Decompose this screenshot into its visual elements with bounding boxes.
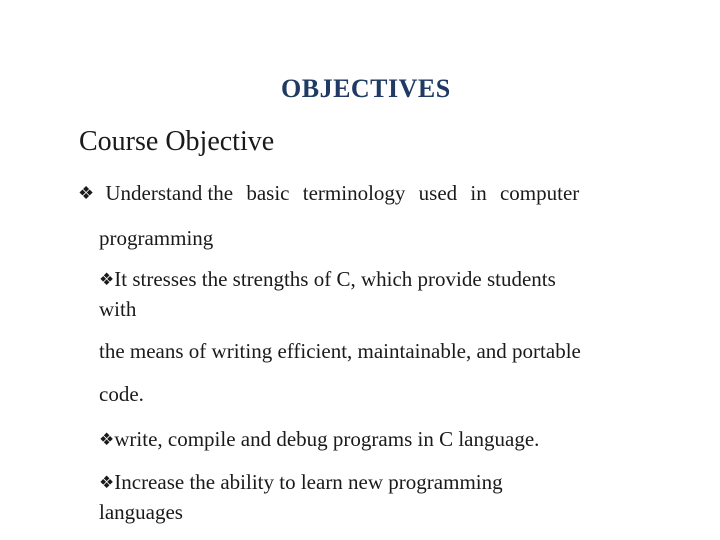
objective-item-2-continuation: with (99, 297, 137, 321)
objective-item-1 (78, 183, 579, 204)
objective-item-3 (99, 429, 539, 450)
diamond-bullet-icon: ❖ (99, 430, 115, 449)
diamond-bullet-icon: ❖ (99, 473, 115, 492)
objective-item-2-line-4: code. (99, 382, 144, 406)
objective-item-1-continuation: programming (99, 226, 214, 250)
objective-item-2-line-3: the means of writing efficient, maintainable, and portable (99, 339, 581, 363)
objective-item-1-lead: Understand (105, 181, 203, 205)
diamond-bullet-icon: ❖ (99, 270, 115, 289)
objective-item-3-text: write, compile and debug programs in C language. (114, 427, 540, 451)
objective-item-4-text: Increase the ability to learn new programming (114, 470, 503, 494)
objective-item-2-text: It stresses the strengths of C, which provide students (114, 267, 556, 291)
slide-title: OBJECTIVES (281, 74, 451, 103)
section-subtitle: Course Objective (79, 126, 275, 157)
objective-item-1-text: the basic terminology used in computer (207, 181, 580, 205)
objective-item-4 (99, 472, 503, 493)
objective-item-2 (99, 269, 556, 290)
diamond-bullet-icon: ❖ (78, 183, 95, 203)
objective-item-4-continuation: languages (99, 500, 183, 524)
